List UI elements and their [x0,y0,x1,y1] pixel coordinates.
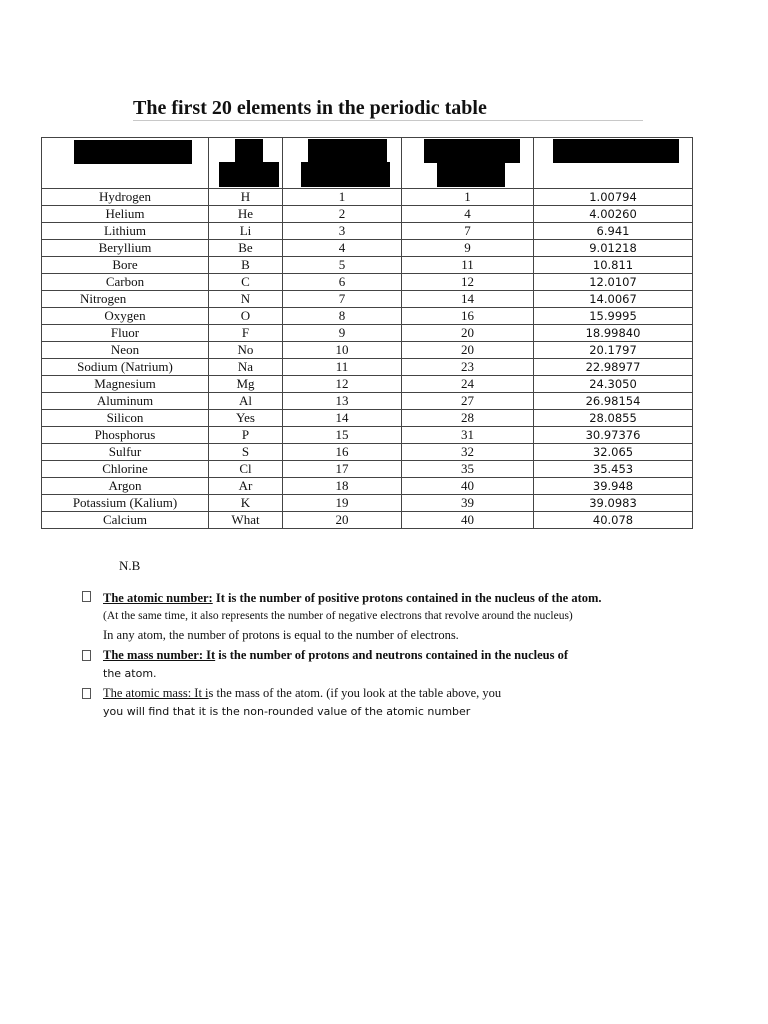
atomic-number-cell: 6 [283,274,402,291]
element-symbol-cell: P [209,427,283,444]
mass-number-cell: 9 [402,240,534,257]
page-title: The first 20 elements in the periodic table [133,96,643,121]
atomic-number-cell: 14 [283,410,402,427]
table-row [42,240,693,257]
nb-label: N.B [119,558,141,573]
mass-number-cell: 39 [402,495,534,512]
mass-number-cell: 40 [402,512,534,529]
element-name-cell: Potassium (Kalium) [42,495,209,512]
atomic-number-cell: 7 [283,291,402,308]
atomic-mass-cell: 1.00794 [534,189,693,206]
mass-number-term: The mass number: It [103,648,216,662]
mass-number-cell: 11 [402,257,534,274]
header-atomic-mass-cell [534,138,693,189]
atomic-number-cell: 9 [283,325,402,342]
element-name-cell: Carbon [42,274,209,291]
mass-number-text: is the number of protons and neutrons contained in the nucleus of [215,648,569,662]
element-name-cell: Calcium [42,512,209,529]
mass-number-cell: 24 [402,376,534,393]
table-row [42,223,693,240]
atomic-number-cell: 11 [283,359,402,376]
atomic-mass-cell: 26.98154 [534,393,693,410]
atomic-mass-cell: 10.811 [534,257,693,274]
atomic-mass-cell: 14.0067 [534,291,693,308]
mass-number-cell: 40 [402,478,534,495]
atomic-number-cell: 20 [283,512,402,529]
atomic-mass-cell: 18.99840 [534,325,693,342]
atomic-mass-cell: 4.00260 [534,206,693,223]
element-name-cell: Bore [42,257,209,274]
element-symbol-cell: No [209,342,283,359]
mass-number-cell: 1 [402,189,534,206]
element-name-cell: Magnesium [42,376,209,393]
element-symbol-cell: He [209,206,283,223]
element-name-cell: Sulfur [42,444,209,461]
element-name-cell: Helium [42,206,209,223]
table-row [42,257,693,274]
elements-table [41,137,693,529]
atomic-number-note: (At the same time, it also represents the number of negative electrons that revolve around the nucleus) [103,610,573,622]
table-row [42,410,693,427]
mass-number-cell: 16 [402,308,534,325]
redacted-header-block [301,162,390,187]
mass-number-cell: 20 [402,342,534,359]
table-row [42,512,693,529]
atomic-mass-cell: 30.97376 [534,427,693,444]
header-atomic-number-cell [283,138,402,189]
atomic-number-cell: 4 [283,240,402,257]
element-name-cell: Silicon [42,410,209,427]
checkbox-icon [82,591,91,602]
element-symbol-cell: What [209,512,283,529]
mass-number-cell: 28 [402,410,534,427]
table-row [42,461,693,478]
atomic-mass-cell: 6.941 [534,223,693,240]
table-row [42,308,693,325]
element-name-cell: Beryllium [42,240,209,257]
atomic-mass-cell: 32.065 [534,444,693,461]
element-name-cell: Phosphorus [42,427,209,444]
atomic-mass-cell: 22.98977 [534,359,693,376]
atomic-number-fact: In any atom, the number of protons is equal to the number of electrons. [103,628,459,642]
element-symbol-cell: Be [209,240,283,257]
table-row [42,376,693,393]
atomic-number-cell: 15 [283,427,402,444]
atomic-number-cell: 16 [283,444,402,461]
element-symbol-cell: S [209,444,283,461]
atomic-mass-cell: 12.0107 [534,274,693,291]
header-symbol-cell [209,138,283,189]
atomic-mass-cell: 35.453 [534,461,693,478]
table-header-row [42,138,693,189]
element-name-cell: Fluor [42,325,209,342]
checkbox-icon [82,650,91,661]
atomic-number-term: The atomic number: [103,591,213,605]
atomic-mass-cell: 20.1797 [534,342,693,359]
atomic-mass-cell: 39.0983 [534,495,693,512]
element-symbol-cell: F [209,325,283,342]
element-symbol-cell: Mg [209,376,283,393]
element-symbol-cell: Na [209,359,283,376]
header-name-cell [42,138,209,189]
atomic-mass-cell: 15.9995 [534,308,693,325]
table-row [42,274,693,291]
element-symbol-cell: C [209,274,283,291]
redacted-header-block [553,139,679,163]
atomic-number-cell: 17 [283,461,402,478]
element-symbol-cell: Ar [209,478,283,495]
atomic-mass-cell: 39.948 [534,478,693,495]
table-row [42,495,693,512]
atomic-number-text: It is the number of positive protons contained in the nucleus of the atom. [212,591,602,605]
redacted-header-block [424,139,520,163]
table-row [42,393,693,410]
table-row [42,206,693,223]
atomic-number-cell: 1 [283,189,402,206]
elements-table-body [42,189,693,529]
mass-number-cell: 14 [402,291,534,308]
table-row [42,359,693,376]
redacted-header-block [235,139,263,163]
mass-number-definition [103,647,568,663]
atomic-mass-definition [103,685,501,701]
atomic-number-definition [103,590,602,606]
element-symbol-cell: Li [209,223,283,240]
table-row [42,325,693,342]
element-name-cell: Argon [42,478,209,495]
element-name-cell: Oxygen [42,308,209,325]
element-name-cell: Hydrogen [42,189,209,206]
atomic-number-cell: 2 [283,206,402,223]
redacted-header-block [219,162,279,187]
atomic-number-cell: 19 [283,495,402,512]
element-symbol-cell: O [209,308,283,325]
element-name-cell: Chlorine [42,461,209,478]
mass-number-cell: 27 [402,393,534,410]
atomic-number-cell: 10 [283,342,402,359]
element-name-cell: Nitrogen [42,291,209,308]
atomic-mass-continuation: you will find that it is the non-rounded value of the atomic number [103,705,471,718]
element-symbol-cell: H [209,189,283,206]
atomic-mass-cell: 9.01218 [534,240,693,257]
element-name-cell: Aluminum [42,393,209,410]
table-row [42,444,693,461]
atomic-number-cell: 18 [283,478,402,495]
table-row [42,478,693,495]
element-symbol-cell: K [209,495,283,512]
element-symbol-cell: N [209,291,283,308]
redacted-header-block [74,140,192,164]
atomic-number-cell: 3 [283,223,402,240]
mass-number-cell: 23 [402,359,534,376]
atomic-mass-text: s the mass of the atom. (if you look at the table above, you [208,686,502,700]
element-symbol-cell: Yes [209,410,283,427]
mass-number-cell: 4 [402,206,534,223]
element-name-cell: Neon [42,342,209,359]
element-symbol-cell: Al [209,393,283,410]
atomic-number-cell: 13 [283,393,402,410]
table-row [42,342,693,359]
element-symbol-cell: B [209,257,283,274]
mass-number-cell: 20 [402,325,534,342]
header-mass-number-cell [402,138,534,189]
atomic-number-cell: 12 [283,376,402,393]
element-name-cell: Sodium (Natrium) [42,359,209,376]
atomic-mass-term: The atomic mass: It i [103,686,209,700]
element-name-cell: Lithium [42,223,209,240]
table-row [42,291,693,308]
mass-number-cell: 7 [402,223,534,240]
element-symbol-cell: Cl [209,461,283,478]
mass-number-cell: 35 [402,461,534,478]
atomic-number-cell: 8 [283,308,402,325]
table-row [42,427,693,444]
mass-number-continuation: the atom. [103,667,157,680]
checkbox-icon [82,688,91,699]
redacted-header-block [308,139,387,163]
atomic-number-cell: 5 [283,257,402,274]
mass-number-cell: 32 [402,444,534,461]
redacted-header-block [437,162,505,187]
atomic-mass-cell: 28.0855 [534,410,693,427]
table-row [42,189,693,206]
atomic-mass-cell: 40.078 [534,512,693,529]
mass-number-cell: 31 [402,427,534,444]
atomic-mass-cell: 24.3050 [534,376,693,393]
mass-number-cell: 12 [402,274,534,291]
